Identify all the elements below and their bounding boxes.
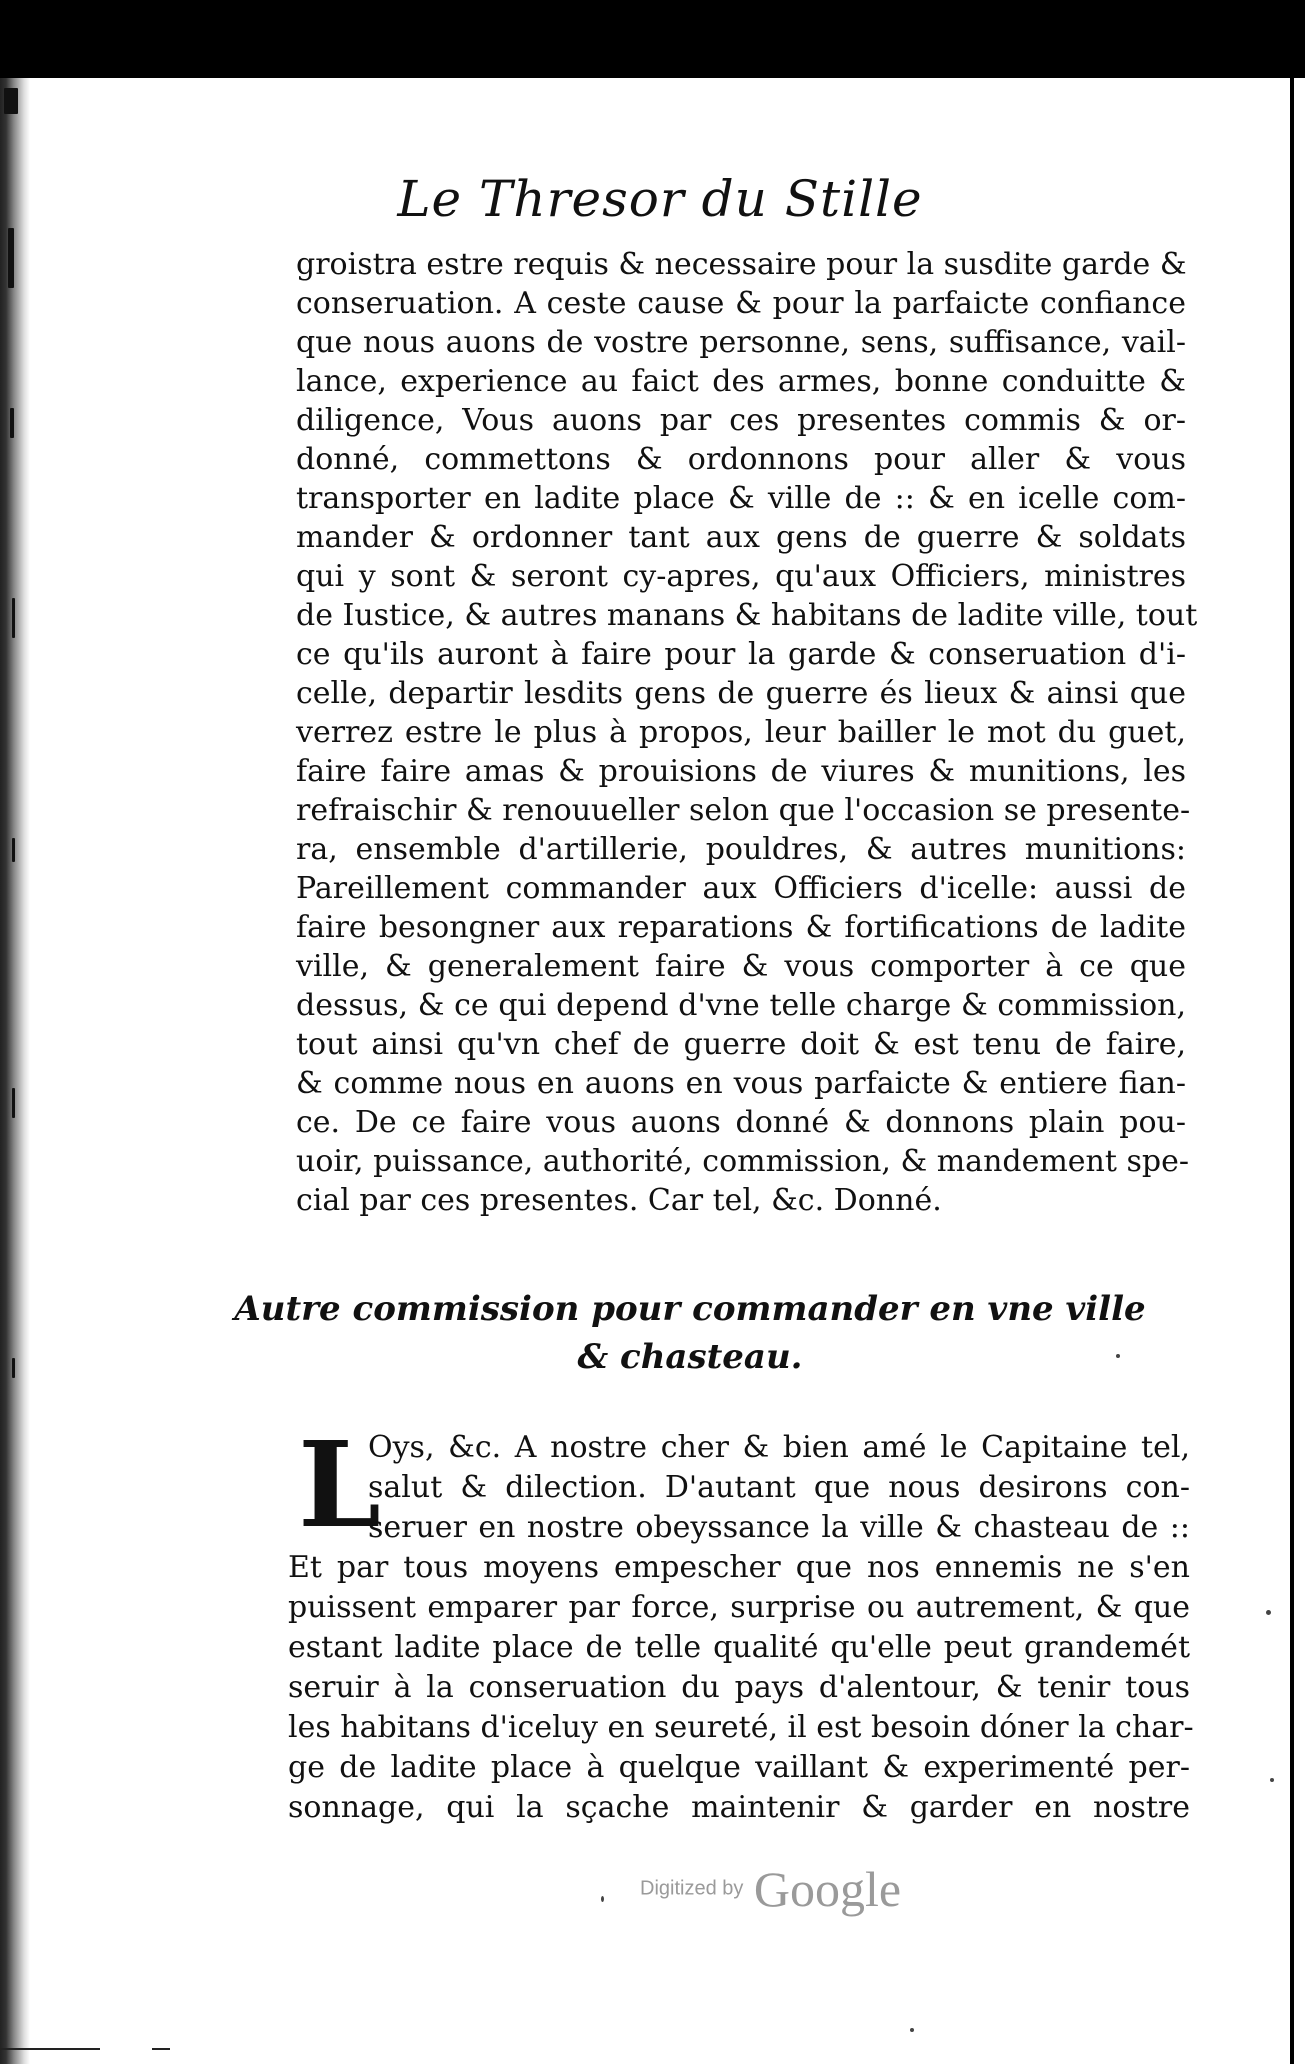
- running-head: Le Thresor du Stille: [397, 170, 923, 228]
- text-line: qui y sont & seront cy-apres, qu'aux Officiers, ministres: [296, 559, 1186, 594]
- ink-speck: [1116, 1354, 1120, 1358]
- digitized-by-label: Digitized by: [640, 1877, 744, 1900]
- text-line: mander & ordonner tant aux gens de guerre & soldats: [296, 520, 1186, 555]
- section-heading-line: & chasteau.: [577, 1337, 803, 1377]
- text-line: dessus, & ce qui depend d'vne telle charge & commission,: [296, 988, 1186, 1023]
- text-line: sonnage, qui la sçache maintenir & garder en nostre: [288, 1790, 1190, 1825]
- text-line: Oys, &c. A nostre cher & bien amé le Capitaine tel,: [368, 1430, 1190, 1465]
- text-line: uoir, puissance, authorité, commission, & mandement spe-: [296, 1144, 1189, 1179]
- text-line: tout ainsi qu'vn chef de guerre doit & est tenu de faire,: [296, 1027, 1186, 1062]
- section-heading: [230, 1285, 1150, 1381]
- drop-cap: L: [298, 1415, 381, 1554]
- text-line: celle, departir lesdits gens de guerre és lieux & ainsi que: [296, 676, 1186, 711]
- text-line: verrez estre le plus à propos, leur bailler le mot du guet,: [296, 715, 1186, 750]
- text-line: conseruation. A ceste cause & pour la parfaicte confiance: [296, 286, 1186, 321]
- text-line: puissent emparer par force, surprise ou autrement, & que: [288, 1590, 1190, 1625]
- text-line: ce. De ce faire vous auons donné & donnons plain pou-: [296, 1105, 1186, 1140]
- book-page: [30, 78, 1290, 2064]
- text-line: ra, ensemble d'artillerie, pouldres, & autres munitions:: [296, 832, 1186, 867]
- text-line: lance, experience au faict des armes, bonne conduitte &: [296, 364, 1186, 399]
- text-line: estant ladite place de telle qualité qu'elle peut grandemét: [288, 1630, 1190, 1665]
- google-logo: Google: [753, 1861, 902, 1917]
- text-line: transporter en ladite place & ville de :: & en icelle com-: [296, 481, 1186, 516]
- text-line: & comme nous en auons en vous parfaicte & entiere fian-: [296, 1066, 1186, 1101]
- scan-right-border: [1290, 78, 1294, 2064]
- text-line: ge de ladite place à quelque vaillant & experimenté per-: [288, 1750, 1190, 1785]
- text-line: cial par ces presentes. Car tel, &c. Donné.: [296, 1183, 942, 1218]
- text-line: diligence, Vous auons par ces presentes commis & or-: [296, 403, 1186, 438]
- ink-speck: [601, 1896, 604, 1902]
- text-line: Et par tous moyens empescher que nos ennemis ne s'en: [288, 1550, 1190, 1585]
- commission-text: [296, 245, 1198, 1220]
- text-line: ville, & generalement faire & vous comporter à ce que: [296, 949, 1186, 984]
- text-line: faire besongner aux reparations & fortifications de ladite: [296, 910, 1186, 945]
- ink-speck: [910, 2028, 914, 2032]
- text-line: Pareillement commander aux Officiers d'icelle: aussi de: [296, 871, 1186, 906]
- foot-rule: [0, 2048, 100, 2050]
- scan-top-band: [0, 0, 1305, 78]
- section-heading-line: Autre commission pour commander en vne ville: [234, 1289, 1146, 1329]
- text-line: salut & dilection. D'autant que nous desirons con-: [368, 1470, 1190, 1505]
- ink-speck: [1266, 1610, 1271, 1615]
- scan-left-edge: [0, 78, 30, 2064]
- text-line: donné, commettons & ordonnons pour aller & vous: [296, 442, 1186, 477]
- second-commission-text: [288, 1415, 1194, 1828]
- text-line: refraischir & renouueller selon que l'occasion se presente-: [296, 793, 1191, 828]
- digitized-watermark: [640, 1860, 901, 1918]
- foot-rule: [152, 2048, 170, 2050]
- text-line: les habitans d'iceluy en seureté, il est besoin dóner la char-: [288, 1710, 1194, 1745]
- text-line: ce qu'ils auront à faire pour la garde & conseruation d'i-: [296, 637, 1186, 672]
- text-line: faire faire amas & prouisions de viures & munitions, les: [296, 754, 1186, 789]
- text-line: seruer en nostre obeyssance la ville & chasteau de ::: [368, 1510, 1190, 1545]
- text-line: seruir à la conseruation du pays d'alentour, & tenir tous: [288, 1670, 1190, 1705]
- ink-speck: [1270, 1778, 1274, 1782]
- text-line: que nous auons de vostre personne, sens, suffisance, vail-: [296, 325, 1186, 360]
- text-line: de Iustice, & autres manans & habitans de ladite ville, tout: [296, 598, 1198, 633]
- text-line: groistra estre requis & necessaire pour la susdite garde &: [296, 247, 1187, 282]
